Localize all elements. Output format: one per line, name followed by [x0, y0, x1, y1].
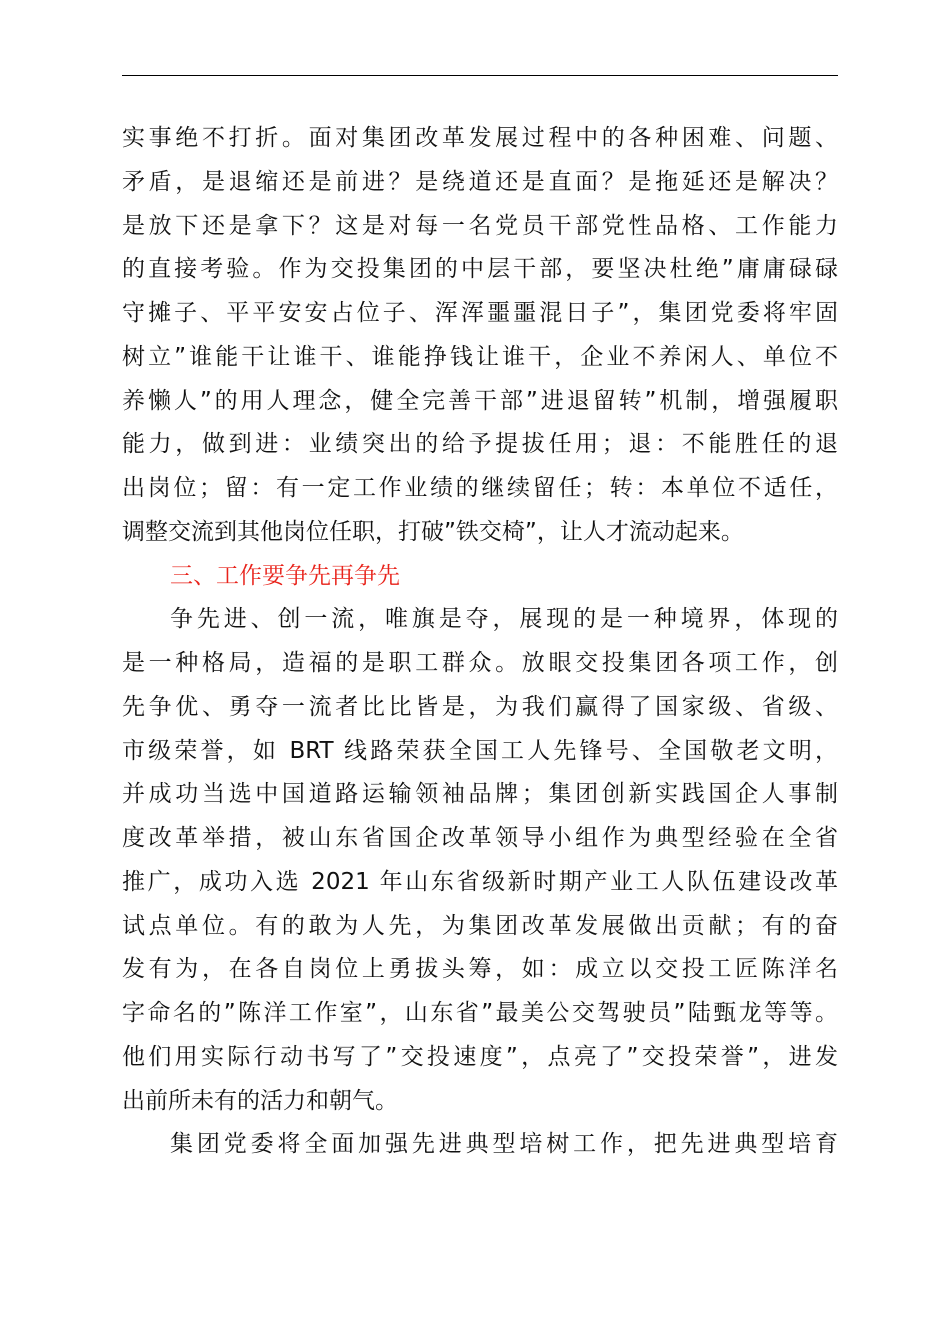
- paragraph-1: [122, 117, 838, 555]
- paragraph-line: 并成功当选中国道路运输领袖品牌；集团创新实践国企人事制: [122, 781, 838, 808]
- paragraph-line: 争先进、创一流，唯旗是夺，展现的是一种境界，体现的: [170, 606, 838, 633]
- paragraph-line: 他们用实际行动书写了”交投速度”，点亮了”交投荣誉”，进发: [122, 1043, 838, 1070]
- paragraph-line: 实事绝不打折。面对集团改革发展过程中的各种困难、问题、: [122, 125, 838, 151]
- paragraph-line: 是一种格局，造福的是职工群众。放眼交投集团各项工作，创: [122, 650, 838, 676]
- paragraph-3: [122, 1123, 838, 1167]
- paragraph-line: 树立”谁能干让谁干、谁能挣钱让谁干，企业不养闲人、单位不: [122, 343, 838, 370]
- paragraph-line: 矛盾，是退缩还是前进？是绕道还是直面？是拖延还是解决？: [122, 168, 838, 195]
- section-heading: 三、工作要争先再争先: [170, 562, 400, 589]
- paragraph-line: 出岗位；留：有一定工作业绩的继续留任；转：本单位不适任，: [122, 475, 838, 501]
- paragraph-line: 集团党委将全面加强先进典型培树工作，把先进典型培育: [170, 1131, 838, 1158]
- paragraph-line: 守摊子、平平安安占位子、浑浑噩噩混日子”，集团党委将牢固: [122, 300, 838, 326]
- paragraph-line: 先争优、勇夺一流者比比皆是，为我们赢得了国家级、省级、: [122, 693, 838, 720]
- paragraph-line: 字命名的”陈洋工作室”，山东省”最美公交驾驶员”陆甄龙等等。: [122, 1000, 838, 1026]
- paragraph-line: 市级荣誉，如 BRT 线路荣获全国工人先锋号、全国敬老文明，: [122, 737, 838, 764]
- paragraph-line: 度改革举措，被山东省国企改革领导小组作为典型经验在全省: [122, 825, 838, 851]
- header-rule: [122, 75, 838, 76]
- paragraph-line: 能力，做到进：业绩突出的给予提拔任用；退：不能胜任的退: [122, 431, 838, 458]
- paragraph-line: 推广，成功入选 2021 年山东省级新时期产业工人队伍建设改革: [122, 868, 838, 895]
- paragraph-line: 是放下还是拿下？这是对每一名党员干部党性品格、工作能力: [122, 212, 838, 239]
- document-body: [122, 117, 838, 1167]
- paragraph-line: 的直接考验。作为交投集团的中层干部，要坚决杜绝”庸庸碌碌: [122, 256, 838, 283]
- paragraph-line: 发有为，在各自岗位上勇拔头筹，如：成立以交投工匠陈洋名: [122, 956, 838, 983]
- paragraph-2: [122, 598, 838, 1123]
- paragraph-line: 出前所未有的活力和朝气。: [122, 1087, 398, 1114]
- paragraph-line: 养懒人”的用人理念，健全完善干部”进退留转”机制，增强履职: [122, 387, 838, 414]
- paragraph-line: 试点单位。有的敢为人先，为集团改革发展做出贡献；有的奋: [122, 912, 838, 939]
- paragraph-line: 调整交流到其他岗位任职，打破”铁交椅”，让人才流动起来。: [122, 518, 744, 545]
